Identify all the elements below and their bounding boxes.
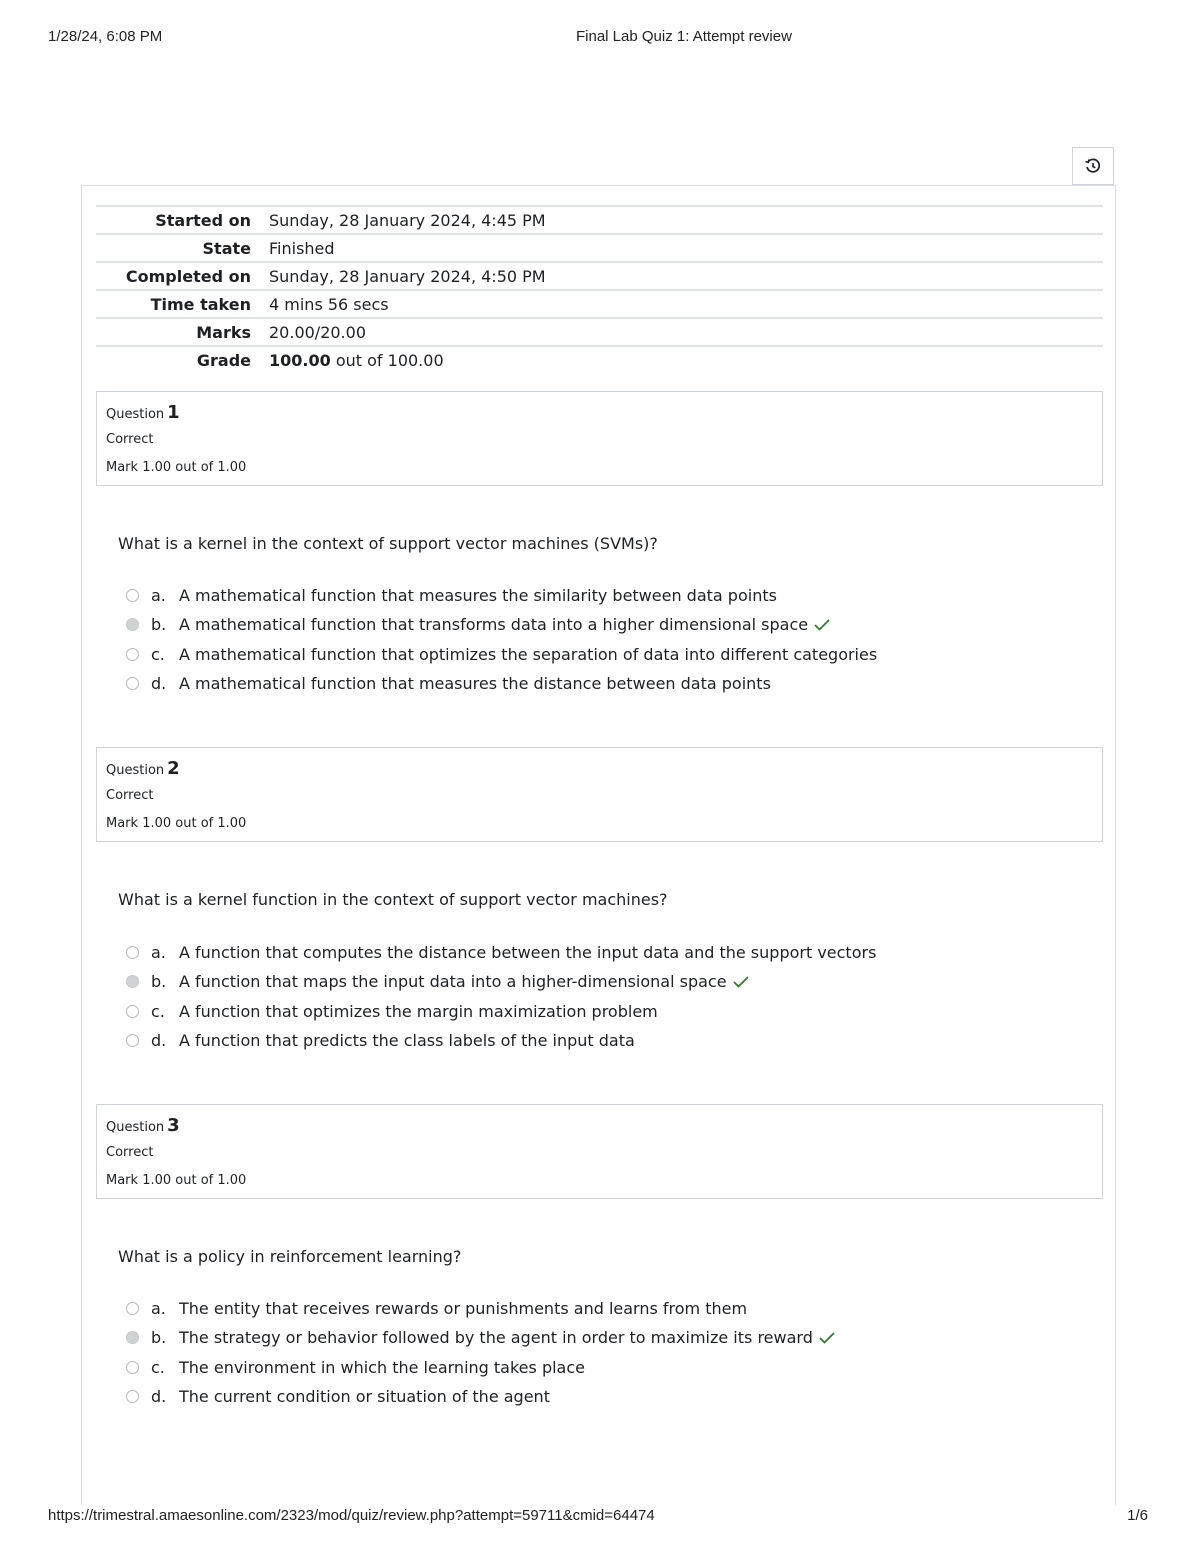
answer-option[interactable]	[126, 938, 876, 967]
radio-button[interactable]	[126, 946, 139, 959]
radio-button[interactable]	[126, 677, 139, 690]
print-header	[0, 28, 1200, 48]
radio-button-checked[interactable]	[126, 618, 139, 631]
answer-letter: d.	[151, 1031, 167, 1051]
radio-button[interactable]	[126, 589, 139, 602]
answer-text: A mathematical function that optimizes the separation of data into different categories	[179, 644, 878, 664]
reset-view-button[interactable]	[1072, 147, 1114, 185]
attempt-summary-table	[96, 205, 1103, 373]
answer-text: A function that maps the input data into a higher-dimensional space	[179, 972, 727, 992]
print-footer	[0, 1507, 1200, 1527]
summary-row-grade	[96, 345, 1103, 373]
answer-letter: d.	[151, 674, 167, 694]
answer-option[interactable]	[126, 1382, 835, 1411]
answer-option[interactable]	[126, 997, 876, 1026]
answer-text: The environment in which the learning takes place	[179, 1357, 585, 1377]
answer-option[interactable]	[126, 581, 877, 610]
answer-text: A mathematical function that transforms data into a higher dimensional space	[179, 615, 809, 635]
question-num: 2	[167, 758, 180, 779]
summary-label: Started on	[155, 210, 251, 230]
radio-button-checked[interactable]	[126, 1331, 139, 1344]
question-state: Correct	[106, 788, 154, 803]
answer-letter: d.	[151, 1387, 167, 1407]
summary-label: Completed on	[125, 266, 251, 286]
question-number	[106, 758, 180, 779]
print-page-number: 1/6	[1127, 1507, 1148, 1524]
grade-score: 100.00	[269, 350, 331, 370]
summary-row-time-taken	[96, 289, 1103, 317]
answer-list-3	[126, 1294, 835, 1411]
radio-button[interactable]	[126, 648, 139, 661]
question-info-1	[96, 391, 1103, 486]
answer-text: A mathematical function that measures the similarity between data points	[179, 586, 777, 606]
radio-button[interactable]	[126, 1302, 139, 1315]
answer-letter: a.	[151, 586, 166, 606]
question-number	[106, 1115, 180, 1136]
question-state: Correct	[106, 1145, 154, 1160]
radio-button-checked[interactable]	[126, 975, 139, 988]
answer-option[interactable]	[126, 1353, 835, 1382]
summary-label: Marks	[196, 322, 251, 342]
answer-list-2	[126, 938, 876, 1055]
summary-value: Finished	[269, 238, 335, 258]
radio-button[interactable]	[126, 1005, 139, 1018]
answer-option[interactable]	[126, 669, 877, 698]
answer-list-1	[126, 581, 877, 698]
answer-letter: b.	[151, 972, 167, 992]
grade-out-of: out of 100.00	[330, 350, 444, 370]
answer-letter: c.	[151, 1001, 165, 1021]
summary-label: State	[202, 238, 251, 258]
answer-letter: a.	[151, 1299, 166, 1319]
question-text-2: What is a kernel function in the context of support vector machines?	[118, 890, 668, 909]
answer-option[interactable]	[126, 640, 877, 669]
summary-row-completed	[96, 261, 1103, 289]
print-url: https://trimestral.amaesonline.com/2323/mod/quiz/review.php?attempt=59711&cmid=64474	[48, 1507, 655, 1524]
summary-row-started	[96, 205, 1103, 233]
summary-row-marks	[96, 317, 1103, 345]
summary-label: Time taken	[150, 294, 251, 314]
radio-button[interactable]	[126, 1034, 139, 1047]
answer-letter: a.	[151, 943, 166, 963]
summary-value: 4 mins 56 secs	[269, 294, 389, 314]
answer-option[interactable]	[126, 1026, 876, 1055]
answer-letter: c.	[151, 644, 165, 664]
answer-option[interactable]	[126, 1294, 835, 1323]
question-text-3: What is a policy in reinforcement learning?	[118, 1247, 462, 1266]
summary-row-state	[96, 233, 1103, 261]
answer-text: A function that predicts the class labels of the input data	[179, 1031, 635, 1051]
summary-value: Sunday, 28 January 2024, 4:50 PM	[269, 266, 546, 286]
question-label: Question	[106, 1120, 165, 1135]
question-grade: Mark 1.00 out of 1.00	[106, 460, 247, 475]
summary-label: Grade	[196, 350, 251, 370]
question-state: Correct	[106, 432, 154, 447]
question-grade: Mark 1.00 out of 1.00	[106, 1173, 247, 1188]
correct-check-icon	[819, 1332, 835, 1344]
question-num: 3	[167, 1115, 180, 1136]
answer-text: The current condition or situation of the agent	[179, 1387, 550, 1407]
answer-option-selected[interactable]	[126, 1323, 835, 1352]
print-title: Final Lab Quiz 1: Attempt review	[576, 28, 792, 45]
answer-text: A function that computes the distance between the input data and the support vectors	[179, 943, 877, 963]
question-number	[106, 402, 180, 423]
summary-value	[269, 351, 444, 370]
print-datetime: 1/28/24, 6:08 PM	[48, 28, 163, 45]
answer-text: A function that optimizes the margin maximization problem	[179, 1001, 658, 1021]
question-info-2	[96, 747, 1103, 842]
answer-text: The entity that receives rewards or punishments and learns from them	[179, 1299, 748, 1319]
correct-check-icon	[733, 976, 749, 988]
answer-text: A mathematical function that measures the distance between data points	[179, 674, 771, 694]
summary-value: 20.00/20.00	[269, 322, 366, 342]
radio-button[interactable]	[126, 1390, 139, 1403]
question-text-1: What is a kernel in the context of support vector machines (SVMs)?	[118, 534, 658, 553]
answer-letter: c.	[151, 1357, 165, 1377]
history-icon	[1084, 157, 1102, 175]
question-label: Question	[106, 763, 165, 778]
summary-value: Sunday, 28 January 2024, 4:45 PM	[269, 210, 546, 230]
question-grade: Mark 1.00 out of 1.00	[106, 816, 247, 831]
question-info-3	[96, 1104, 1103, 1199]
correct-check-icon	[814, 619, 830, 631]
answer-option-selected[interactable]	[126, 967, 876, 996]
answer-text: The strategy or behavior followed by the agent in order to maximize its reward	[179, 1328, 813, 1348]
answer-letter: b.	[151, 615, 167, 635]
radio-button[interactable]	[126, 1361, 139, 1374]
question-label: Question	[106, 407, 165, 422]
question-num: 1	[167, 402, 180, 423]
answer-option-selected[interactable]	[126, 610, 877, 639]
answer-letter: b.	[151, 1328, 167, 1348]
